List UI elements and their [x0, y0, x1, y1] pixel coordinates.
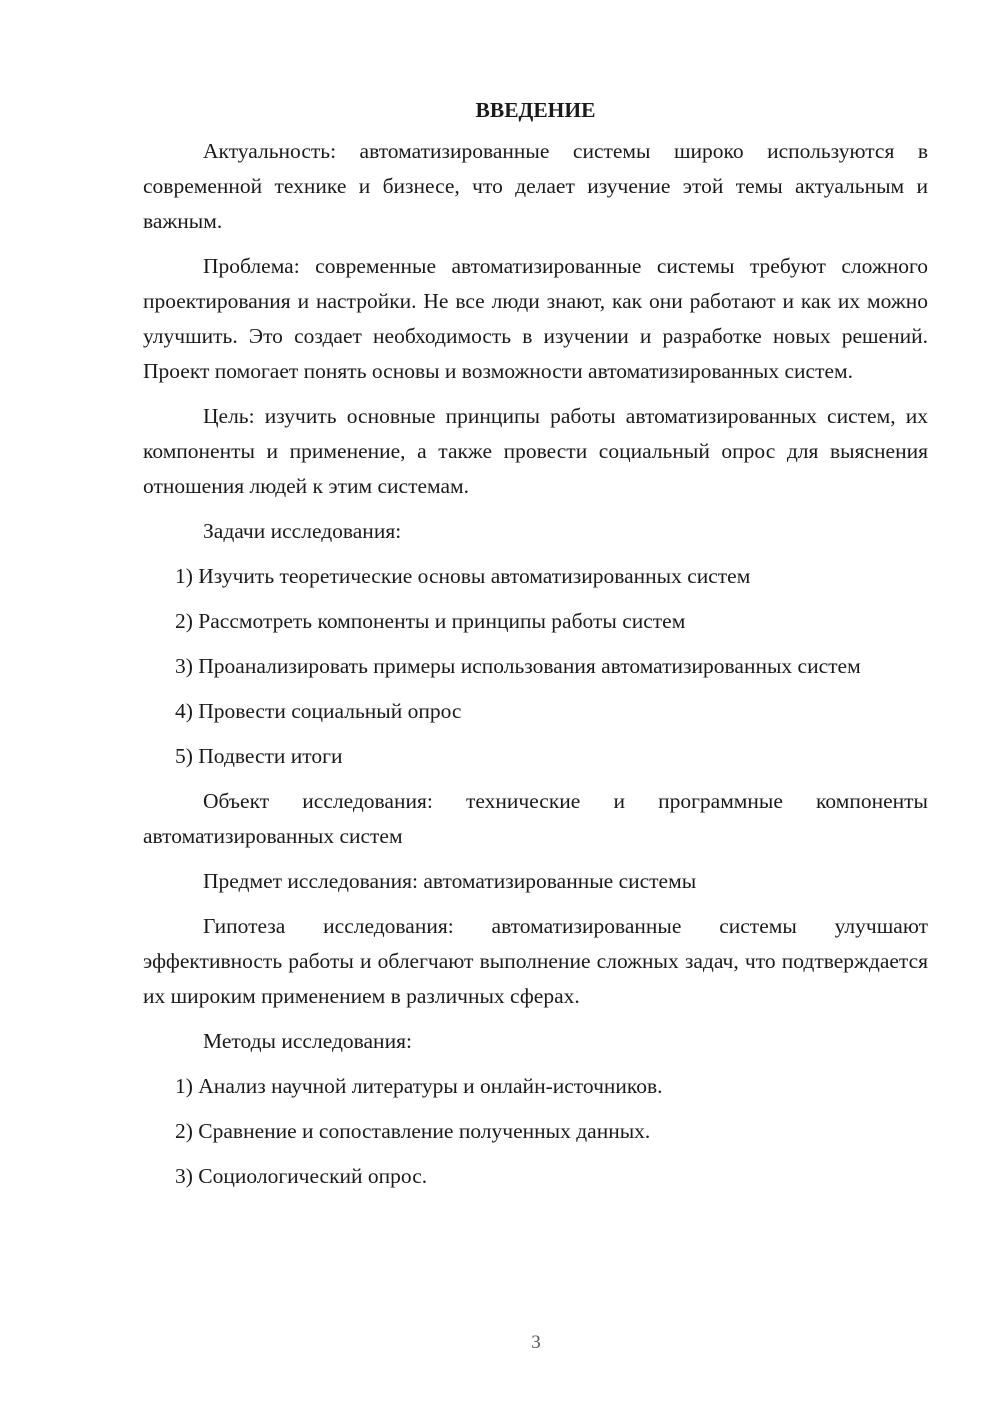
task-item: 3) Проанализировать примеры использования автоматизированных систем — [175, 654, 861, 678]
page-number: 3 — [531, 1332, 541, 1353]
paragraph-problem: Проблема: современные автоматизированные системы требуют сложного проектирования и настройки. Не все люди знают, как они работают и как их можно улучшить. Это создает необходимость в изучении и разработке новых решений. Проект помогает понять основы и возможности автоматизированных систем. — [143, 254, 928, 383]
section-title: ВВЕДЕНИЕ — [475, 98, 596, 122]
method-item: 2) Сравнение и сопоставление полученных данных. — [175, 1119, 651, 1143]
tasks-heading: Задачи исследования: — [203, 519, 402, 543]
page-content — [143, 92, 928, 1204]
method-item: 1) Анализ научной литературы и онлайн-источников. — [175, 1074, 663, 1098]
task-item: 1) Изучить теоретические основы автоматизированных систем — [175, 564, 751, 588]
paragraph-subject: Предмет исследования: автоматизированные системы — [203, 869, 697, 893]
method-item: 3) Социологический опрос. — [175, 1164, 428, 1188]
task-item: 2) Рассмотреть компоненты и принципы работы систем — [175, 609, 686, 633]
paragraph-goal: Цель: изучить основные принципы работы автоматизированных систем, их компоненты и применение, а также провести социальный опрос для выяснения отношения людей к этим системам. — [143, 404, 928, 498]
paragraph-hypothesis: Гипотеза исследования: автоматизированные системы улучшают эффективность работы и облегчают выполнение сложных задач, что подтверждается их широким применением в различных сферах. — [143, 914, 928, 1008]
task-item: 4) Провести социальный опрос — [175, 699, 462, 723]
paragraph-object: Объект исследования: технические и программные компоненты автоматизированных систем — [143, 789, 928, 848]
methods-heading: Методы исследования: — [203, 1029, 412, 1053]
paragraph-relevance: Актуальность: автоматизированные системы широко используются в современной технике и бизнесе, что делает изучение этой темы актуальным и важным. — [143, 139, 928, 233]
task-item: 5) Подвести итоги — [175, 744, 343, 768]
